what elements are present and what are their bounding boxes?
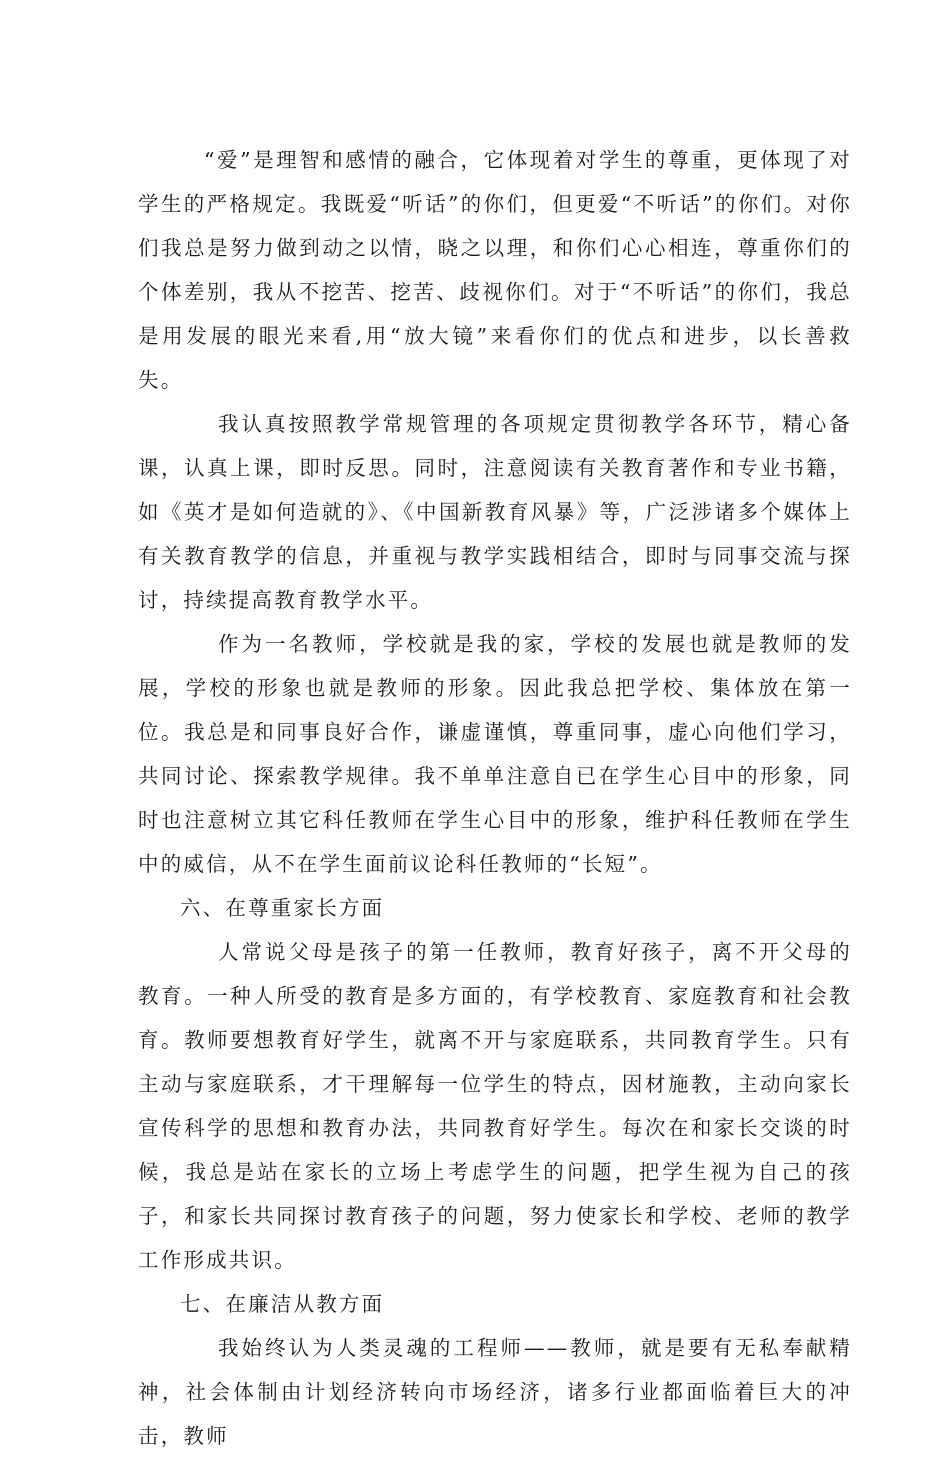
paragraph-integrity: 我始终认为人类灵魂的工程师——教师，就是要有无私奉献精神，社会体制由计划经济转向市场经济，诸多行业都面临着巨大的冲击，教师 [138,1336,852,1448]
document-page [138,138,852,1458]
section-heading-integrity: 七、在廉洁从教方面 [180,1292,385,1316]
paragraph-parents: 人常说父母是孩子的第一任教师，教育好孩子，离不开父母的教育。一种人所受的教育是多方面的，有学校教育、家庭教育和社会教育。教师要想教育好学生，就离不开与家庭联系，共同教育学生。只有主动与家庭联系，才干理解每一位学生的特点，因材施教，主动向家长宣传科学的思想和教育办法，共同教育好学生。每次在和家长交谈的时候，我总是站在家长的立场上考虑学生的问题，把学生视为自己的孩子，和家长共同探讨教育孩子的问题，努力使家长和学校、老师的教学工作形成共识。 [138,940,852,1272]
section-heading-parents: 六、在尊重家长方面 [180,896,385,920]
paragraph-teaching: 我认真按照教学常规管理的各项规定贯彻教学各环节，精心备课，认真上课，即时反思。同时，注意阅读有关教育著作和专业书籍，如《英才是如何造就的》、《中国新教育风暴》等，广泛涉诸多个媒体上有关教育教学的信息，并重视与教学实践相结合，即时与同事交流与探讨，持续提高教育教学水平。 [138,412,852,612]
paragraph-love: “爱”是理智和感情的融合，它体现着对学生的尊重，更体现了对学生的严格规定。我既爱“听话”的你们，但更爱“不听话”的你们。对你们我总是努力做到动之以情，晓之以理，和你们心心相连，尊重你们的个体差别，我从不挖苦、挖苦、歧视你们。对于“不听话”的你们，我总是用发展的眼光来看,用“放大镜”来看你们的优点和进步，以长善救失。 [138,148,852,392]
paragraph-school: 作为一名教师，学校就是我的家，学校的发展也就是教师的发展，学校的形象也就是教师的形象。因此我总把学校、集体放在第一位。我总是和同事良好合作，谦虚谨慎，尊重同事，虚心向他们学习，共同讨论、探索教学规律。我不单单注意自已在学生心目中的形象，同时也注意树立其它科任教师在学生心目中的形象，维护科任教师在学生中的威信，从不在学生面前议论科任教师的“长短”。 [138,632,852,876]
